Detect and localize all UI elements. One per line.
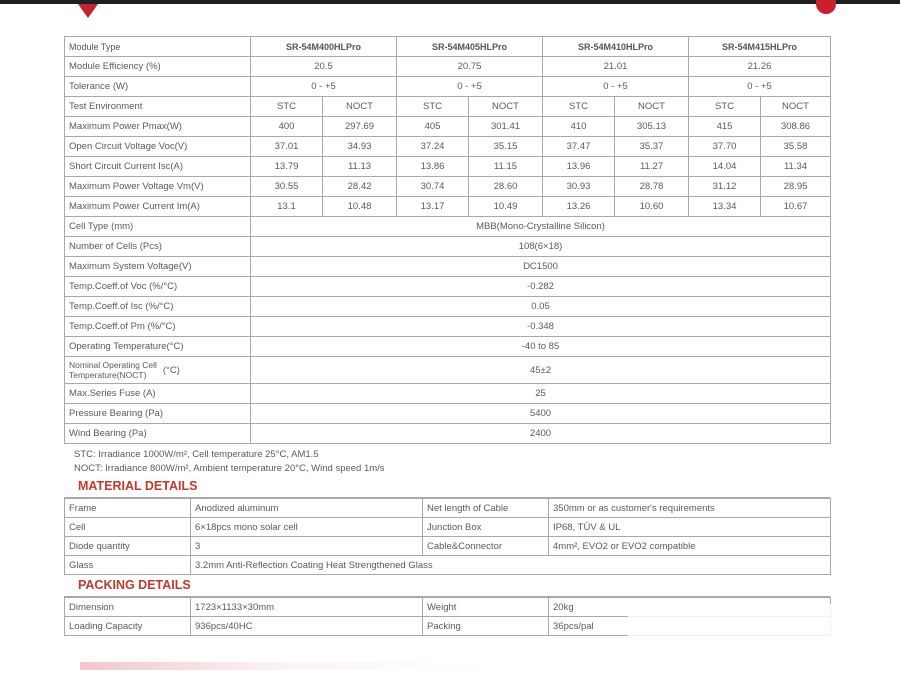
noct-temperature-row [65,357,831,384]
row-label: Max.Series Fuse (A) [65,384,251,404]
table-row [65,556,831,575]
table-row [65,297,831,317]
cell-value: 2400 [251,424,831,444]
stc-header: STC [251,97,323,117]
electrical-spec-table [64,36,831,444]
row-label: Maximum System Voltage(V) [65,257,251,277]
table-row [65,177,831,197]
row-label: Number of Cells (Pcs) [65,237,251,257]
model-name: SR-54M415HLPro [689,37,831,57]
test-environment-row [65,97,831,117]
row-label: Cell Type (mm) [65,217,251,237]
cell-value: 20kg [549,598,831,617]
noct-header: NOCT [761,97,831,117]
stc-header: STC [543,97,615,117]
table-row [65,157,831,177]
table-row [65,217,831,237]
cell-value: 30.93 [543,177,615,197]
row-label: Temp.Coeff.of Voc (%/°C) [65,277,251,297]
cell-value: 34.93 [323,137,397,157]
row-label: Short Circuit Current Isc(A) [65,157,251,177]
cell-value: 13.17 [397,197,469,217]
cell-value: DC1500 [251,257,831,277]
table-row [65,404,831,424]
row-label: Pressure Bearing (Pa) [65,404,251,424]
row-label: Frame [65,499,191,518]
row-label: Temp.Coeff.of Pm (%/°C) [65,317,251,337]
row-label: Diode quantity [65,537,191,556]
row-label: Cell [65,518,191,537]
cell-value: 4mm², EVO2 or EVO2 compatible [549,537,831,556]
cell-value: 31.12 [689,177,761,197]
stc-header: STC [397,97,469,117]
efficiency-row [65,57,831,77]
cell-value: 10.49 [469,197,543,217]
cell-value: 21.01 [543,57,689,77]
stc-header: STC [689,97,761,117]
table-row [65,317,831,337]
row-label: Temp.Coeff.of Isc (%/°C) [65,297,251,317]
model-name: SR-54M410HLPro [543,37,689,57]
noct-note: NOCT: Irradiance 800W/m², Ambient temperature 20°C, Wind speed 1m/s [74,463,385,474]
cell-value: 28.42 [323,177,397,197]
row-label [65,357,251,384]
table-row [65,337,831,357]
cell-value: 11.34 [761,157,831,177]
row-label: Test Environment [65,97,251,117]
row-label-line1: Nominal Operating Cell [69,360,157,370]
brand-badge [816,0,836,14]
cell-value: 0 - +5 [397,77,543,97]
cell-value: 0.05 [251,297,831,317]
cell-value: 13.79 [251,157,323,177]
cell-value: 37.47 [543,137,615,157]
model-header-row [65,37,831,57]
table-row [65,277,831,297]
cell-value: 35.58 [761,137,831,157]
cell-value: 936pcs/40HC [191,617,423,636]
cell-value: 3 [191,537,423,556]
cell-value: 305.13 [615,117,689,137]
row-label: Module Efficiency (%) [65,57,251,77]
cell-value: 108(6×18) [251,237,831,257]
cell-value: 30.55 [251,177,323,197]
cell-value: 36pcs/pal [549,617,831,636]
module-type-label: Module Type [65,37,251,57]
cell-value: 400 [251,117,323,137]
row-label: Dimension [65,598,191,617]
cell-value: 35.37 [615,137,689,157]
cell-value: 13.26 [543,197,615,217]
cell-value: 410 [543,117,615,137]
row-label: Junction Box [423,518,549,537]
brand-logo [78,4,98,18]
row-label: Operating Temperature(°C) [65,337,251,357]
row-label: Tolerance (W) [65,77,251,97]
cell-value: 35.15 [469,137,543,157]
datasheet [64,36,830,636]
cell-value: 28.78 [615,177,689,197]
cell-value: -40 to 85 [251,337,831,357]
cell-value: 6×18pcs mono solar cell [191,518,423,537]
cell-value: 5400 [251,404,831,424]
cell-value: 30.74 [397,177,469,197]
cell-value: 10.67 [761,197,831,217]
row-label: Open Circuit Voltage Voc(V) [65,137,251,157]
table-row [65,197,831,217]
cell-value: 28.60 [469,177,543,197]
cell-value: 25 [251,384,831,404]
table-row [65,518,831,537]
blurred-footer [80,662,760,670]
row-unit: (°C) [162,364,180,376]
top-dark-bar [0,0,900,4]
row-label: Maximum Power Voltage Vm(V) [65,177,251,197]
table-row [65,499,831,518]
tolerance-row [65,77,831,97]
packing-details-title: PACKING DETAILS [64,575,830,597]
cell-value: 21.26 [689,57,831,77]
blur-overlay [628,604,900,650]
row-label: Glass [65,556,191,575]
cell-value: -0.348 [251,317,831,337]
cell-value: Anodized aluminum [191,499,423,518]
cell-value: 14.04 [689,157,761,177]
table-row [65,424,831,444]
table-row [65,237,831,257]
cell-value: 11.15 [469,157,543,177]
cell-value: 1723×1133×30mm [191,598,423,617]
cell-value: 350mm or as customer's requirements [549,499,831,518]
stc-note: STC: Irradiance 1000W/m², Cell temperature 25°C, AM1.5 [74,449,319,460]
table-row [65,137,831,157]
cell-value: 20.5 [251,57,397,77]
table-row [65,384,831,404]
cell-value: 0 - +5 [251,77,397,97]
row-label: Loading Capacity [65,617,191,636]
cell-value: 20.75 [397,57,543,77]
cell-value: 37.24 [397,137,469,157]
cell-value: -0.282 [251,277,831,297]
row-label: Wind Bearing (Pa) [65,424,251,444]
cell-value: 13.34 [689,197,761,217]
model-name: SR-54M405HLPro [397,37,543,57]
noct-header: NOCT [469,97,543,117]
cell-value: 13.86 [397,157,469,177]
cell-value: 28.95 [761,177,831,197]
cell-value: 37.70 [689,137,761,157]
model-name: SR-54M400HLPro [251,37,397,57]
cell-value: IP68, TÜV & UL [549,518,831,537]
cell-value: 13.96 [543,157,615,177]
cell-value: MBB(Mono-Crystalline Silicon) [251,217,831,237]
row-label: Cable&Connector [423,537,549,556]
cell-value: 301.41 [469,117,543,137]
row-label: Maximum Power Pmax(W) [65,117,251,137]
cell-value: 10.48 [323,197,397,217]
test-conditions-notes [64,444,830,476]
cell-value: 11.27 [615,157,689,177]
cell-value: 308.86 [761,117,831,137]
cell-value: 37.01 [251,137,323,157]
row-label: Net length of Cable [423,499,549,518]
cell-value: 45±2 [251,357,831,384]
cell-value: 405 [397,117,469,137]
material-details-table [64,498,831,575]
table-row [65,117,831,137]
row-label-line2: Temperature(NOCT) [69,370,147,380]
cell-value: 0 - +5 [689,77,831,97]
cell-value: 415 [689,117,761,137]
row-label: Weight [423,598,549,617]
cell-value: 297.69 [323,117,397,137]
row-label: Packing [423,617,549,636]
table-row [65,537,831,556]
cell-value: 3.2mm Anti-Reflection Coating Heat Strengthened Glass [191,556,831,575]
noct-header: NOCT [323,97,397,117]
row-label: Maximum Power Current Im(A) [65,197,251,217]
cell-value: 13.1 [251,197,323,217]
cell-value: 10.60 [615,197,689,217]
noct-header: NOCT [615,97,689,117]
cell-value: 0 - +5 [543,77,689,97]
material-details-title: MATERIAL DETAILS [64,476,830,498]
cell-value: 11.13 [323,157,397,177]
table-row [65,257,831,277]
